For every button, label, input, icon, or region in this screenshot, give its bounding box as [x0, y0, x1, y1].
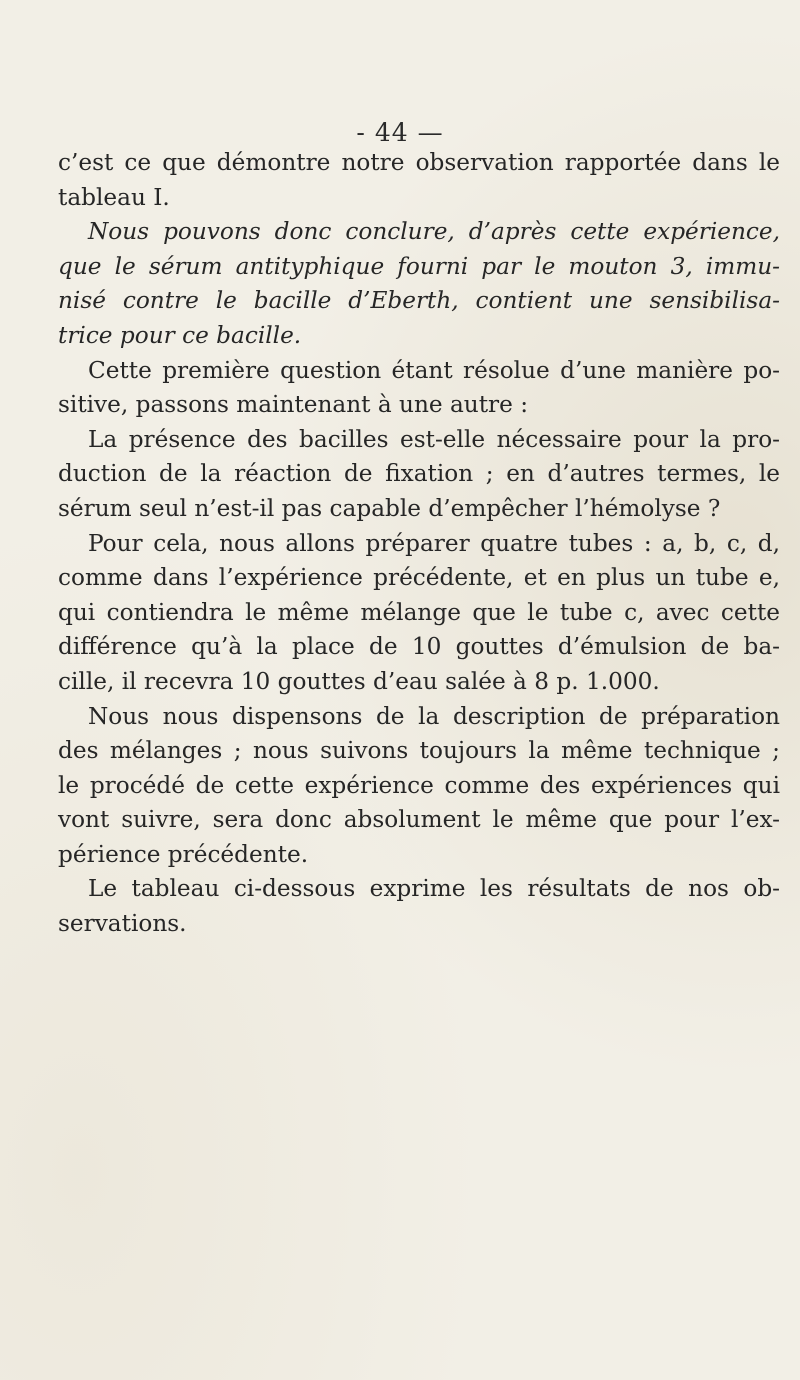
text-line: que le sérum antityphique fourni par le mouton 3, immu-	[58, 252, 780, 280]
text-line: La présence des bacilles est-elle nécessaire pour la pro-	[88, 425, 780, 453]
text-line: tableau I.	[58, 183, 170, 211]
page-number: - 44 —	[356, 118, 444, 147]
text-line: Nous nous dispensons de la description de préparation	[88, 702, 780, 730]
text-line: trice pour ce bacille.	[58, 321, 302, 349]
text-line: Pour cela, nous allons préparer quatre tubes : a, b, c, d,	[88, 529, 780, 557]
text-line: Cette première question étant résolue d’une manière po-	[88, 356, 780, 384]
text-line: cille, il recevra 10 gouttes d’eau salée à 8 p. 1.000.	[58, 667, 660, 695]
paragraph-4-question	[58, 423, 780, 527]
text-line: le procédé de cette expérience comme des expériences qui	[58, 771, 780, 799]
paragraph-1	[58, 146, 780, 215]
text-line: servations.	[58, 910, 187, 938]
text-line: Nous pouvons donc conclure, d’après cette expérience,	[88, 218, 780, 246]
text-line: c’est ce que démontre notre observation rapportée dans le	[58, 149, 780, 176]
paragraph-5-tubes	[58, 527, 780, 700]
text-line: Le tableau ci-dessous exprime les résultats de nos ob-	[88, 875, 780, 903]
text-line: sitive, passons maintenant à une autre :	[58, 391, 529, 419]
body-text	[58, 146, 780, 942]
paragraph-7-table-intro	[58, 872, 780, 941]
text-line: qui contiendra le même mélange que le tube c, avec cette	[58, 598, 780, 626]
text-line: des mélanges ; nous suivons toujours la même technique ;	[58, 737, 780, 765]
text-line: différence qu’à la place de 10 gouttes d’émulsion de ba-	[58, 633, 780, 661]
text-line: nisé contre le bacille d’Eberth, contient une sensibilisa-	[58, 287, 780, 315]
paragraph-3	[58, 354, 780, 423]
text-line: sérum seul n’est-il pas capable d’empêcher l’hémolyse ?	[58, 494, 721, 522]
text-line: comme dans l’expérience précédente, et en plus un tube e,	[58, 564, 780, 592]
text-line: vont suivre, sera donc absolument le même que pour l’ex-	[58, 806, 780, 834]
paragraph-6-method	[58, 700, 780, 873]
text-line: duction de la réaction de fixation ; en d’autres termes, le	[58, 460, 780, 488]
text-line: périence précédente.	[58, 840, 309, 868]
paragraph-2-conclusion	[58, 215, 780, 353]
